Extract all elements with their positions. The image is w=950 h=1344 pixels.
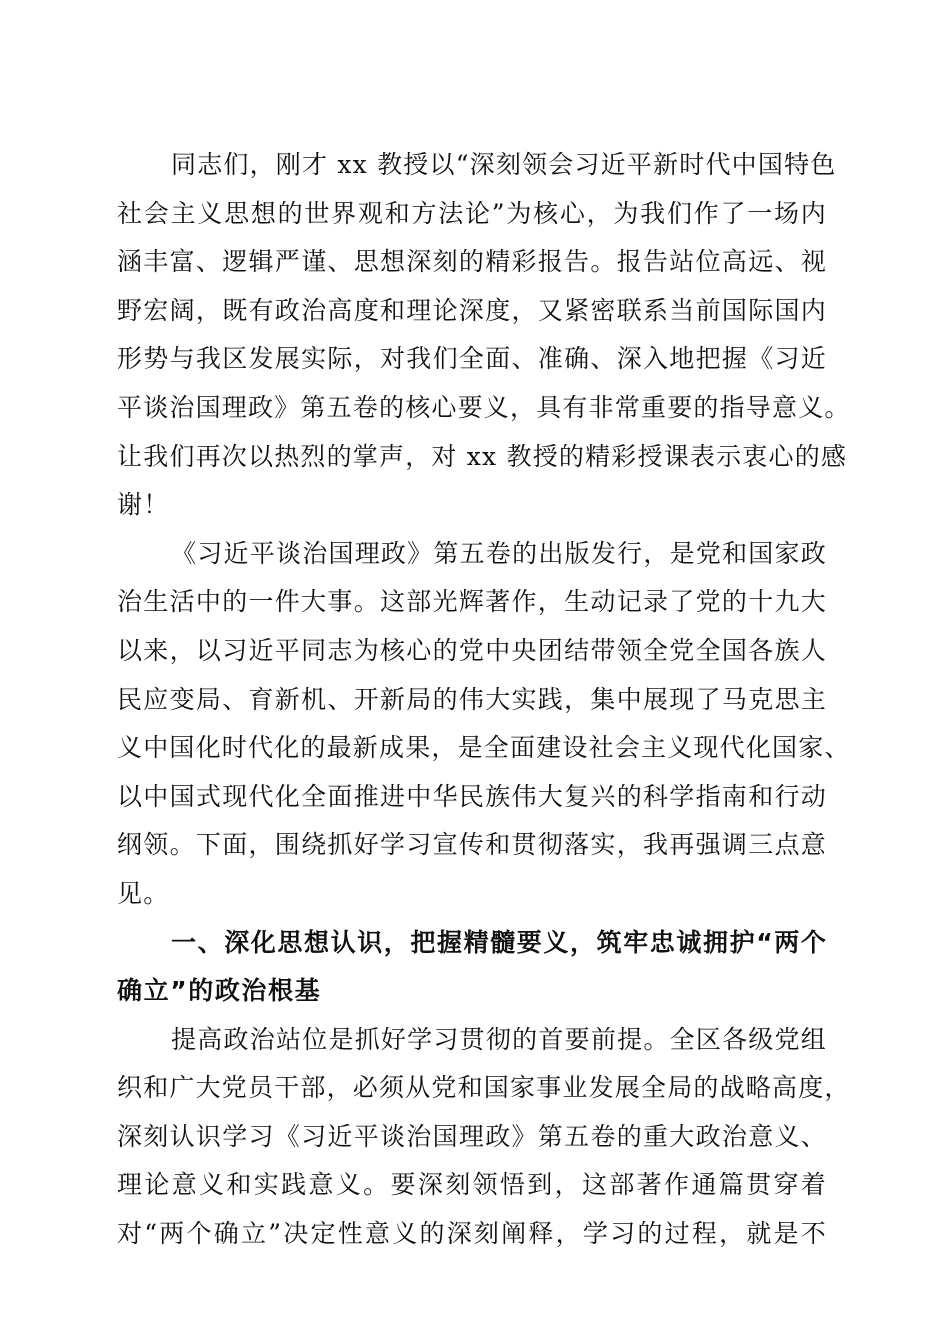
text-line: 理论意义和实践意义。要深刻领悟到，这部著作通篇贯穿着 [117,1170,827,1200]
text-line: 义中国化时代化的最新成果，是全面建设社会主义现代化国家、 [117,733,851,763]
text-line: 织和广大党员干部，必须从党和国家事业发展全局的战略高度， [117,1073,851,1103]
text-line: 深刻认识学习《习近平谈治国理政》第五卷的重大政治意义、 [117,1121,827,1151]
paragraph-opening-thanks [117,141,851,530]
text-line: 以来，以习近平同志为核心的党中央团结带领全党全国各族人 [117,635,827,665]
text-line: 野宏阔，既有政治高度和理论深度，又紧密联系当前国际国内 [117,295,827,325]
text-line: 谢！ [117,490,170,520]
text-line: 提高政治站位是抓好学习贯彻的首要前提。全区各级党组 [171,1024,827,1054]
text-line: 让我们再次以热烈的掌声，对 xx 教授的精彩授课表示衷心的感 [117,441,848,471]
text-line: 纲领。下面，围绕抓好学习宣传和贯彻落实，我再强调三点意 [117,830,827,860]
paragraph-political-stance [117,1016,851,1259]
text-line: 见。 [117,878,170,908]
text-line: 《习近平谈治国理政》第五卷的出版发行，是党和国家政 [171,538,827,568]
section-heading-one [117,919,827,1016]
text-line: 平谈治国理政》第五卷的核心要义，具有非常重要的指导意义。 [117,392,851,422]
text-line: 治生活中的一件大事。这部光辉著作，生动记录了党的十九大 [117,587,827,617]
paragraph-book-significance [117,530,851,919]
heading-line: 确立”的政治根基 [117,976,322,1006]
text-line: 民应变局、育新机、开新局的伟大实践，集中展现了马克思主 [117,684,827,714]
text-line: 涵丰富、逻辑严谨、思想深刻的精彩报告。报告站位高远、视 [117,247,827,277]
text-line: 以中国式现代化全面推进中华民族伟大复兴的科学指南和行动 [117,781,827,811]
text-line: 形势与我区发展实际，对我们全面、准确、深入地把握《习近 [117,344,827,374]
text-line: 同志们，刚才 xx 教授以“深刻领会习近平新时代中国特色 [171,150,837,179]
text-line: 社会主义思想的世界观和方法论”为核心，为我们作了一场内 [117,198,827,228]
text-line: 对“两个确立”决定性意义的深刻阐释，学习的过程，就是不 [117,1219,827,1249]
heading-line: 一、深化思想认识，把握精髓要义，筑牢忠诚拥护“两个 [171,927,828,957]
document-body [117,141,851,1259]
